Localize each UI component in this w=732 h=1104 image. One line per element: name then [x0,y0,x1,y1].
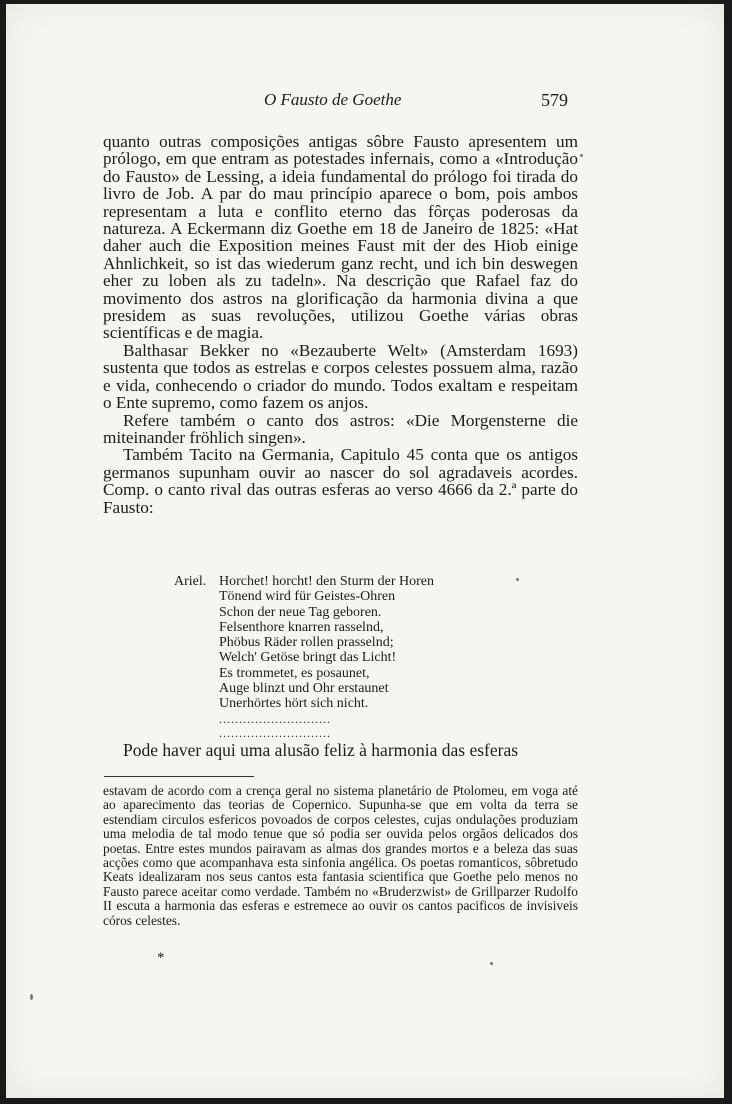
page-number: 579 [541,90,568,110]
poem-line: Schon der neue Tag geboren. [219,604,382,620]
poem-line: Felsenthore knarren rasselnd, [219,619,384,635]
main-text [103,133,578,516]
poem-line: Phöbus Räder rollen prasselnd; [219,635,394,651]
paragraph-1: quanto outras composições antigas sôbre Fausto apresentem um prólogo, em que entram as potestades infernais, como a «Introdução do Fausto» de Lessing, a ideia fundamental do prólogo foi tirada do livro de Job. A par do mau princípio aparece o bom, pois ambos representam a luta e conflito eterno das fôrças poderosas da natureza. A Eckermann diz Goethe em 18 de Janeiro de 1825: «Hat daher auch die Exposition meines Faust mit der des Hiob einige Ahnlichkeit, so ist das wiederum ganz recht, und ich bin deswegen eher zu loben als zu tadeln». Na descrição que Rafael faz do movimento dos astros na glorificação da harmonia divina a que presidem as suas revoluções, utilizou Goethe várias obras scientíficas e de magia. [103,132,578,343]
running-title: O Fausto de Goethe [264,90,402,109]
poem-ellipsis: ............................ [219,711,331,726]
footnote-divider [104,776,254,777]
poem-line: Es trommetet, es posaunet, [219,665,370,681]
poem-speaker: Ariel. [174,574,207,589]
paragraph-3: Refere também o canto dos astros: «Die Morgensterne die miteinander fröhlich singen». [103,410,578,447]
poem-line: Horchet! horcht! den Sturm der Horen [219,574,434,589]
paper-speck [490,962,493,965]
book-page [6,4,724,1098]
paper-speck [30,994,33,1000]
poem-line: Tönend wird für Geistes-Ohren [219,589,396,605]
paragraph-4: Também Tacito na Germania, Capitulo 45 conta que os antigos germanos supunham ouvir ao nascer do sol agradaveis acordes. Comp. o canto rival das outras esferas ao verso 4666 da 2.ª parte do Fausto: [103,445,578,517]
poem-ellipsis: ............................ [219,725,331,740]
asterisk-mark: * [157,950,165,966]
footnote: estavam de acordo com a crença geral no sistema planetário de Ptolomeu, em voga até ao aparecimento das teorias de Copernico. Supunha-se que em volta da terra se estendiam circulos esfericos povoados de corpos celestes, cujas ondulações produziam uma melodia de tal modo tenue que só podia ser ouvida pelos orgãos delicados dos poetas. Entre estes mundos pairavam as almas dos grandes mortos e a beleza das suas acções como que acompanhava esta sinfonia angélica. Os poetas romanticos, sôbretudo Keats idealizaram nos seus cantos esta fantasia scientifica que Goethe pelo menos no Fausto parece aceitar como verdade. Também no «Bruderzwist» de Grillparzer Rudolfo II escuta a harmonia das esferas e estremece ao ouvir os cantos pacificos de invisiveis córos celestes. [103,783,578,928]
poem-line: Unerhörtes hört sich nicht. [219,696,369,712]
poem-line: Welch' Getöse bringt das Licht! [219,650,397,666]
closing-line: Pode haver aqui uma alusão feliz à harmonia das esferas [123,740,519,760]
paper-speck [516,578,519,581]
page-header [6,90,724,116]
paper-speck [580,154,583,157]
poem-lines [219,574,434,740]
poem-line: Auge blinzt und Ohr erstaunet [219,681,389,697]
paragraph-2: Balthasar Bekker no «Bezauberte Welt» (Amsterdam 1693) sustenta que todos as estrelas e corpos celestes possuem alma, razão e vida, conhecendo o criador do mundo. Todos exaltam e respeitam o Ente supremo, como fazem os anjos. [103,340,578,413]
